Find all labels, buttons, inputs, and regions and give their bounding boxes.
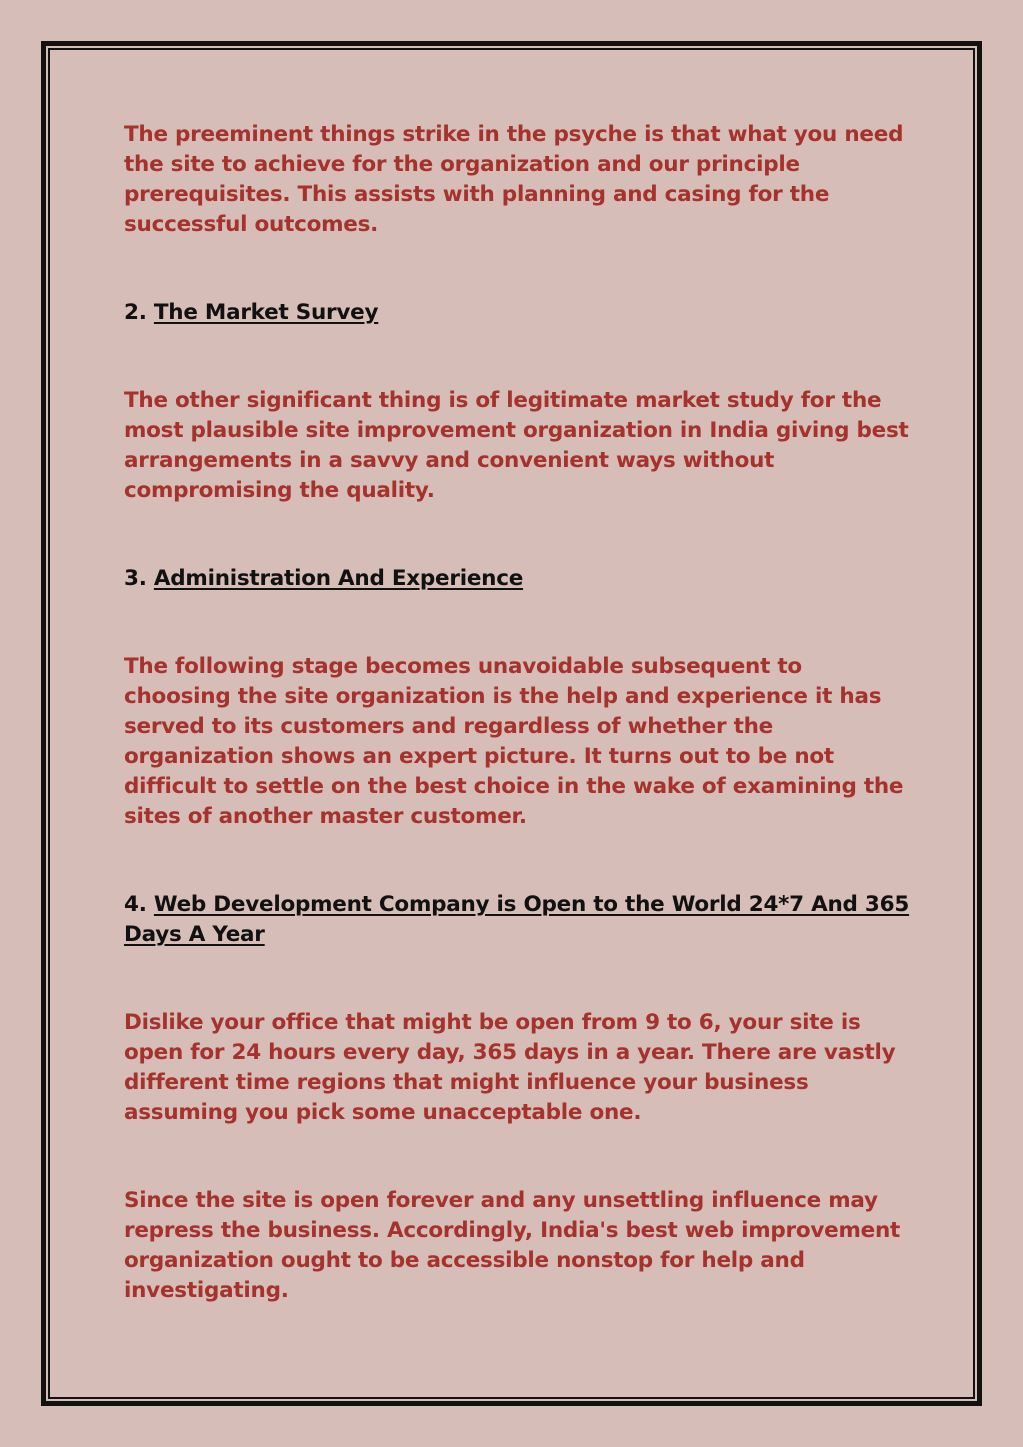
section-title: The Market Survey — [153, 300, 379, 325]
document-body — [124, 120, 914, 1306]
paragraph-intro: The preeminent things strike in the psyche is that what you need the site to achieve for the organization and our principle prerequisites. This assists with planning and casing for the successful outcomes. — [124, 122, 904, 237]
paragraph-administration: The following stage becomes unavoidable subsequent to choosing the site organization is the help and experience it has served to its customers and regardless of whether the organization shows an expert picture. It turns out to be not difficult to settle on the best choice in the wake of examining the sites of another master customer. — [124, 654, 904, 829]
paragraph-market-survey: The other significant thing is of legitimate market study for the most plausible site improvement organization in India giving best arrangements in a savvy and convenient ways without compromising the quality. — [124, 388, 909, 503]
section-title: Web Development Company is Open to the World 24*7 And 365 Days A Year — [124, 892, 910, 947]
section-heading-market-survey — [124, 298, 914, 328]
paragraph-open-hours: Dislike your office that might be open from 9 to 6, your site is open for 24 hours every day, 365 days in a year. There are vastly different time regions that might influence your business assuming you pick some unacceptable one. — [124, 1010, 896, 1125]
section-heading-web-development — [124, 890, 914, 950]
section-number: 3. — [124, 566, 147, 591]
section-number: 4. — [124, 892, 147, 917]
section-title: Administration And Experience — [153, 566, 524, 591]
section-heading-administration — [124, 564, 914, 594]
section-number: 2. — [124, 300, 147, 325]
paragraph-nonstop-support: Since the site is open forever and any unsettling influence may repress the business. Accordingly, India's best web improvement organization ought to be accessible nonstop for help and investigating. — [124, 1188, 901, 1303]
